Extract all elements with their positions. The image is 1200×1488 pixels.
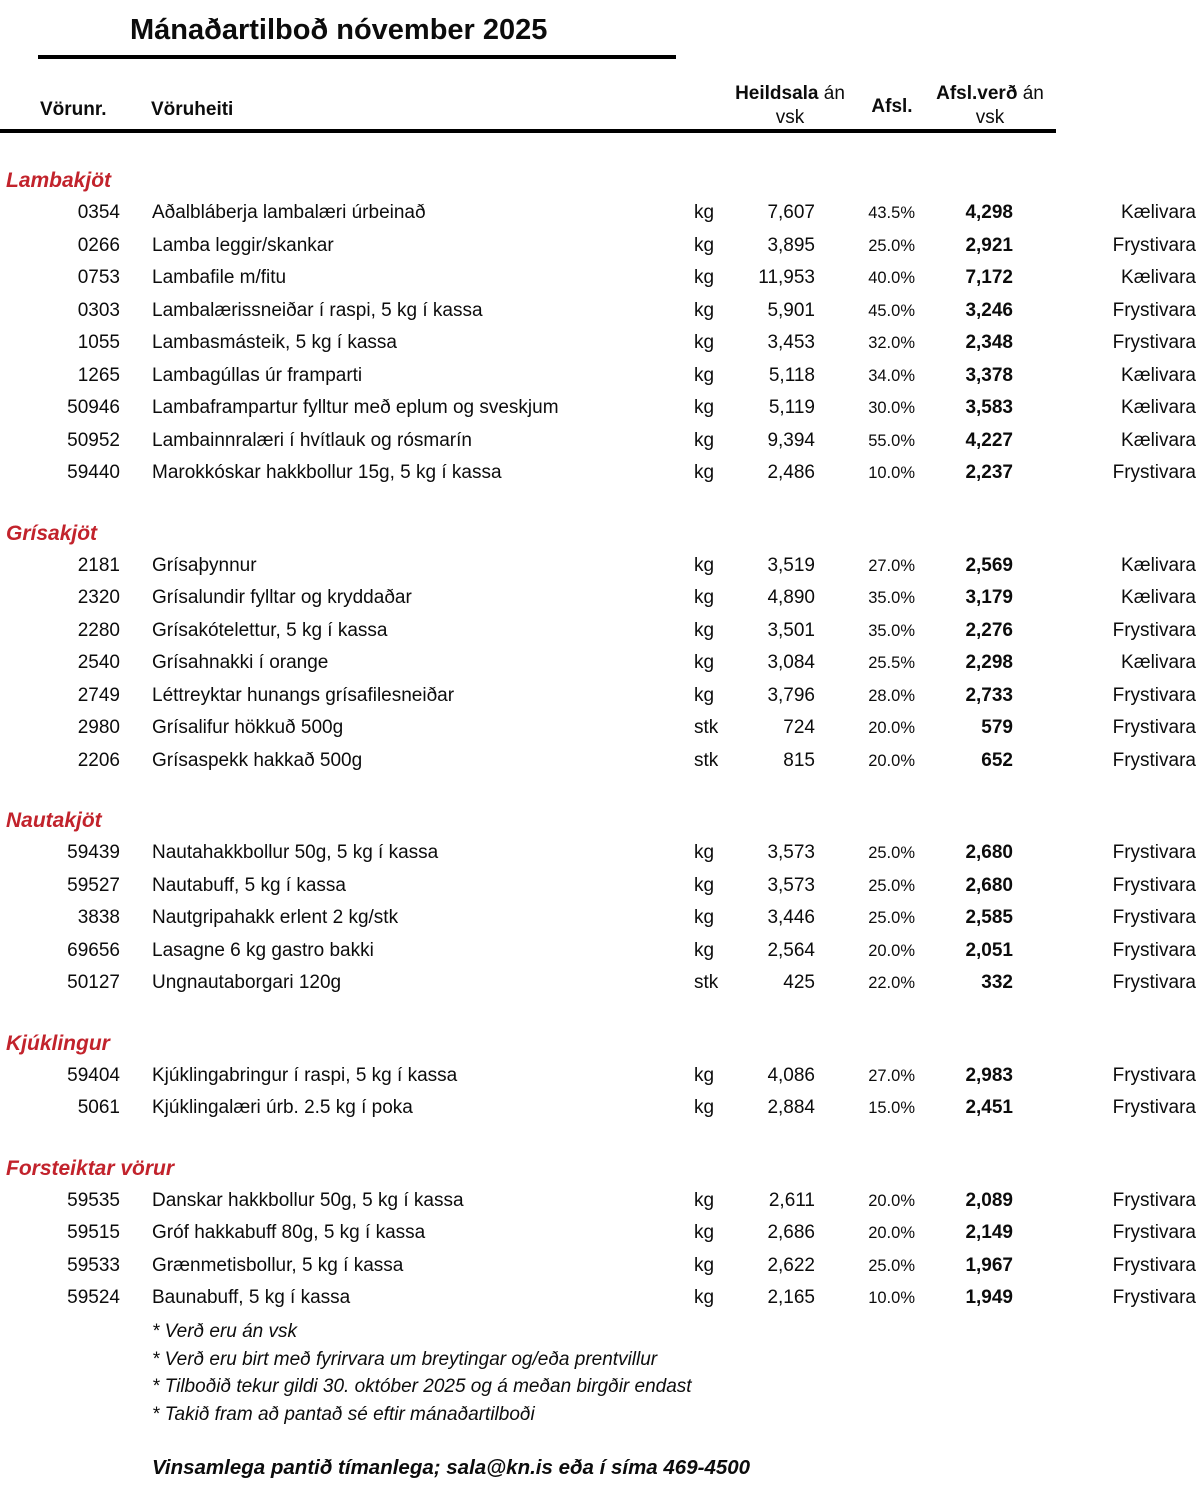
cell-vorunr: 0354 bbox=[77, 202, 120, 223]
cell-unit: kg bbox=[694, 429, 715, 451]
cell-heildsala: 2,611 bbox=[768, 1189, 815, 1211]
title-underline bbox=[38, 55, 676, 59]
cell-voruheiti: Léttreyktar hunangs grísafilesneiðar bbox=[152, 684, 455, 706]
cell-vorunr: 5061 bbox=[77, 1097, 120, 1118]
table-row bbox=[0, 1185, 1200, 1218]
table-row bbox=[0, 870, 1200, 903]
cell-tegund: Frystivara bbox=[1112, 1097, 1196, 1118]
cell-voruheiti: Grænmetisbollur, 5 kg í kassa bbox=[152, 1254, 404, 1276]
cell-afsl: 35.0% bbox=[868, 589, 915, 607]
cell-afsl: 22.0% bbox=[868, 974, 915, 992]
cell-heildsala: 3,453 bbox=[767, 332, 815, 353]
cell-voruheiti: Danskar hakkbollur 50g, 5 kg í kassa bbox=[152, 1189, 464, 1211]
table-row bbox=[0, 615, 1200, 648]
footnote-line: * Verð eru birt með fyrirvara um breytingar og/eða prentvillur bbox=[152, 1348, 658, 1370]
table-row bbox=[0, 392, 1200, 425]
cell-vorunr: 2320 bbox=[77, 587, 120, 608]
cell-afsl: 27.0% bbox=[868, 556, 915, 575]
cell-heildsala: 3,446 bbox=[767, 907, 815, 928]
cell-heildsala: 2,165 bbox=[767, 1287, 815, 1308]
cell-voruheiti: Aðalbláberja lambalæri úrbeinað bbox=[152, 202, 426, 223]
cell-heildsala: 4,890 bbox=[767, 587, 815, 608]
cell-tegund: Frystivara bbox=[1112, 1064, 1196, 1086]
cell-tegund: Kælivara bbox=[1121, 397, 1196, 418]
cell-voruheiti: Nautahakkbollur 50g, 5 kg í kassa bbox=[152, 842, 439, 863]
cell-tegund: Frystivara bbox=[1112, 332, 1196, 353]
cell-afslverd: 2,051 bbox=[965, 939, 1013, 961]
cell-afslverd: 2,348 bbox=[965, 332, 1013, 353]
cell-vorunr: 3838 bbox=[77, 907, 120, 928]
cell-afslverd: 3,179 bbox=[965, 587, 1013, 608]
cell-heildsala: 3,084 bbox=[767, 652, 815, 673]
cell-afslverd: 2,921 bbox=[965, 234, 1013, 256]
cell-afsl: 20.0% bbox=[868, 751, 915, 770]
cell-afsl: 28.0% bbox=[868, 686, 915, 705]
cell-heildsala: 2,564 bbox=[767, 939, 815, 961]
cell-afsl: 30.0% bbox=[868, 399, 915, 417]
footnote-line: * Takið fram að pantað sé eftir mánaðartilboði bbox=[152, 1403, 535, 1425]
cell-voruheiti: Lambafile m/fitu bbox=[152, 267, 287, 288]
cell-afslverd: 652 bbox=[981, 749, 1013, 771]
cell-voruheiti: Grísakótelettur, 5 kg í kassa bbox=[152, 619, 388, 641]
cell-tegund: Frystivara bbox=[1112, 939, 1196, 961]
footnote-line: * Verð eru án vsk bbox=[152, 1321, 298, 1342]
cell-vorunr: 0753 bbox=[77, 267, 120, 288]
cell-afslverd: 2,298 bbox=[965, 652, 1013, 673]
cell-unit: kg bbox=[694, 874, 715, 896]
cell-afslverd: 3,583 bbox=[965, 397, 1013, 418]
table-row bbox=[0, 1282, 1200, 1315]
cell-tegund: Frystivara bbox=[1112, 299, 1196, 321]
cell-afslverd: 2,680 bbox=[965, 874, 1013, 896]
cell-heildsala: 3,796 bbox=[767, 684, 815, 706]
cell-afslverd: 1,967 bbox=[965, 1254, 1013, 1276]
cell-vorunr: 59404 bbox=[67, 1064, 120, 1086]
cell-unit: kg bbox=[694, 364, 715, 386]
cell-voruheiti: Grísalundir fylltar og kryddaðar bbox=[152, 587, 412, 608]
cell-afslverd: 1,949 bbox=[965, 1287, 1013, 1308]
cell-afslverd: 332 bbox=[981, 972, 1013, 993]
cell-unit: stk bbox=[694, 749, 719, 771]
cell-afsl: 43.5% bbox=[868, 204, 915, 222]
cell-vorunr: 2540 bbox=[77, 652, 120, 673]
section-title: Nautakjöt bbox=[6, 809, 102, 832]
cell-unit: kg bbox=[694, 397, 715, 418]
section-title: Forsteiktar vörur bbox=[6, 1156, 175, 1180]
cell-tegund: Frystivara bbox=[1112, 619, 1196, 641]
cell-heildsala: 2,884 bbox=[767, 1097, 815, 1118]
cell-vorunr: 0266 bbox=[77, 234, 120, 256]
cell-voruheiti: Gróf hakkabuff 80g, 5 kg í kassa bbox=[152, 1222, 426, 1243]
footnotes bbox=[152, 1318, 692, 1428]
cell-afsl: 25.0% bbox=[868, 909, 915, 927]
col-header-afslverd bbox=[890, 82, 1090, 130]
cell-vorunr: 59535 bbox=[67, 1189, 120, 1211]
cell-afslverd: 2,089 bbox=[965, 1189, 1013, 1211]
cell-afslverd: 3,378 bbox=[965, 364, 1013, 386]
cell-voruheiti: Lamba leggir/skankar bbox=[152, 234, 334, 256]
cell-afslverd: 2,983 bbox=[965, 1064, 1013, 1086]
table-row bbox=[0, 1060, 1200, 1093]
cell-vorunr: 1055 bbox=[77, 332, 120, 353]
cell-tegund: Kælivara bbox=[1121, 429, 1196, 451]
cell-heildsala: 724 bbox=[783, 717, 815, 738]
cell-afsl: 34.0% bbox=[868, 366, 915, 385]
cell-heildsala: 4,086 bbox=[767, 1064, 815, 1086]
cell-unit: kg bbox=[694, 1064, 715, 1086]
cell-voruheiti: Grísalifur hökkuð 500g bbox=[152, 717, 344, 738]
cell-heildsala: 2,486 bbox=[767, 462, 815, 483]
cell-vorunr: 50127 bbox=[67, 972, 120, 993]
cell-afsl: 25.0% bbox=[868, 236, 915, 255]
table-row bbox=[0, 295, 1200, 328]
table-row bbox=[0, 457, 1200, 490]
col-header-heildsala-strong: Heildsala bbox=[735, 83, 819, 104]
cell-unit: kg bbox=[694, 332, 715, 353]
cell-tegund: Frystivara bbox=[1112, 462, 1196, 483]
table-row bbox=[0, 837, 1200, 870]
cell-afsl: 25.5% bbox=[868, 654, 915, 672]
cell-vorunr: 2206 bbox=[77, 749, 120, 771]
cell-afsl: 20.0% bbox=[868, 1224, 915, 1242]
cell-vorunr: 1265 bbox=[77, 364, 120, 386]
page-title: Mánaðartilboð nóvember 2025 bbox=[130, 14, 548, 46]
cell-unit: kg bbox=[694, 554, 715, 576]
table-row bbox=[0, 1217, 1200, 1250]
cell-afslverd: 2,733 bbox=[965, 684, 1013, 706]
cell-voruheiti: Kjúklingalæri úrb. 2.5 kg í poka bbox=[152, 1097, 413, 1118]
cell-afslverd: 3,246 bbox=[965, 299, 1013, 321]
cell-tegund: Kælivara bbox=[1121, 587, 1196, 608]
cell-vorunr: 59533 bbox=[67, 1254, 120, 1276]
section-title: Grísakjöt bbox=[6, 521, 98, 545]
cell-unit: kg bbox=[694, 842, 715, 863]
table-row bbox=[0, 425, 1200, 458]
cell-afslverd: 4,298 bbox=[965, 202, 1013, 223]
cell-unit: kg bbox=[694, 299, 715, 321]
cell-heildsala: 3,573 bbox=[767, 842, 815, 863]
cell-heildsala: 5,119 bbox=[768, 397, 815, 418]
cell-afsl: 25.0% bbox=[868, 876, 915, 895]
cell-heildsala: 3,895 bbox=[767, 234, 815, 256]
cell-tegund: Kælivara bbox=[1121, 267, 1196, 288]
cell-tegund: Frystivara bbox=[1112, 749, 1196, 771]
cell-heildsala: 7,607 bbox=[767, 202, 815, 223]
cell-tegund: Frystivara bbox=[1112, 234, 1196, 256]
table-row bbox=[0, 712, 1200, 745]
cell-afsl: 20.0% bbox=[868, 719, 915, 737]
cell-afslverd: 2,276 bbox=[965, 619, 1013, 641]
cell-unit: kg bbox=[694, 1254, 715, 1276]
cell-voruheiti: Lambalærissneiðar í raspi, 5 kg í kassa bbox=[152, 299, 483, 321]
cell-vorunr: 59515 bbox=[67, 1222, 120, 1243]
cell-afsl: 20.0% bbox=[868, 1191, 915, 1210]
table-row bbox=[0, 327, 1200, 360]
cell-afslverd: 7,172 bbox=[965, 267, 1013, 288]
col-header-afslverd-vsk: vsk bbox=[975, 107, 1005, 128]
col-header-afslverd-strong: Afsl.verð bbox=[936, 83, 1018, 104]
cell-voruheiti: Nautabuff, 5 kg í kassa bbox=[152, 874, 346, 896]
cell-heildsala: 815 bbox=[783, 749, 815, 771]
cell-voruheiti: Baunabuff, 5 kg í kassa bbox=[152, 1287, 351, 1308]
cell-unit: kg bbox=[694, 684, 715, 706]
cell-voruheiti: Grísahnakki í orange bbox=[152, 652, 329, 673]
cell-afsl: 40.0% bbox=[868, 269, 915, 287]
cell-afslverd: 2,237 bbox=[965, 462, 1013, 483]
cell-afslverd: 4,227 bbox=[965, 429, 1013, 451]
cell-unit: kg bbox=[694, 652, 715, 673]
cell-afsl: 45.0% bbox=[868, 301, 915, 320]
cell-tegund: Frystivara bbox=[1112, 842, 1196, 863]
cell-voruheiti: Lambasmásteik, 5 kg í kassa bbox=[152, 332, 397, 353]
cell-voruheiti: Grísaþynnur bbox=[152, 554, 257, 576]
cell-vorunr: 59524 bbox=[67, 1287, 120, 1308]
cell-afsl: 35.0% bbox=[868, 621, 915, 640]
cell-afslverd: 2,585 bbox=[965, 907, 1013, 928]
cell-vorunr: 59527 bbox=[67, 874, 120, 896]
cell-afslverd: 2,569 bbox=[965, 554, 1013, 576]
cell-vorunr: 50952 bbox=[67, 429, 120, 451]
table-row bbox=[0, 1092, 1200, 1125]
cell-vorunr: 50946 bbox=[67, 397, 120, 418]
cell-unit: kg bbox=[694, 1287, 715, 1308]
table-body bbox=[0, 164, 1200, 1315]
cell-heildsala: 3,573 bbox=[767, 874, 815, 896]
cell-tegund: Kælivara bbox=[1121, 652, 1196, 673]
cell-vorunr: 59440 bbox=[67, 462, 120, 483]
table-row bbox=[0, 582, 1200, 615]
cell-unit: kg bbox=[694, 619, 715, 641]
cell-afsl: 25.0% bbox=[868, 844, 915, 862]
cell-tegund: Frystivara bbox=[1112, 684, 1196, 706]
cell-afsl: 20.0% bbox=[868, 941, 915, 960]
cell-unit: stk bbox=[694, 717, 719, 738]
cell-tegund: Frystivara bbox=[1112, 907, 1196, 928]
cell-heildsala: 3,501 bbox=[767, 619, 815, 641]
table-row bbox=[0, 230, 1200, 263]
cell-heildsala: 425 bbox=[783, 972, 815, 993]
cell-vorunr: 59439 bbox=[67, 842, 120, 863]
cell-voruheiti: Marokkóskar hakkbollur 15g, 5 kg í kassa bbox=[152, 462, 502, 483]
cell-tegund: Frystivara bbox=[1112, 1189, 1196, 1211]
cell-unit: kg bbox=[694, 202, 715, 223]
cell-voruheiti: Lambainnralæri í hvítlauk og rósmarín bbox=[152, 429, 472, 451]
header-rule bbox=[0, 129, 1056, 134]
col-header-afsl: Afsl. bbox=[871, 96, 913, 117]
col-header-vorunr: Vörunr. bbox=[40, 99, 107, 120]
col-header-afslverd-tail: án bbox=[1017, 83, 1044, 104]
col-header-heildsala-tail: án bbox=[818, 83, 845, 104]
cell-tegund: Frystivara bbox=[1112, 1222, 1196, 1243]
cell-afsl: 27.0% bbox=[868, 1066, 915, 1085]
table-row bbox=[0, 197, 1200, 230]
section-title: Kjúklingur bbox=[6, 1031, 110, 1055]
table-row bbox=[0, 647, 1200, 680]
cell-afslverd: 2,451 bbox=[965, 1097, 1013, 1118]
cell-afsl: 10.0% bbox=[868, 464, 915, 482]
table-row bbox=[0, 902, 1200, 935]
cell-afsl: 15.0% bbox=[868, 1099, 915, 1117]
section-title: Lambakjöt bbox=[6, 169, 112, 192]
cell-afslverd: 2,149 bbox=[965, 1222, 1013, 1243]
cell-tegund: Frystivara bbox=[1112, 874, 1196, 896]
col-header-heildsala-vsk: vsk bbox=[775, 107, 805, 128]
cell-unit: kg bbox=[694, 234, 715, 256]
cell-unit: kg bbox=[694, 1222, 715, 1243]
table-row bbox=[0, 680, 1200, 713]
table-row bbox=[0, 262, 1200, 295]
cell-voruheiti: Nautgripahakk erlent 2 kg/stk bbox=[152, 907, 399, 928]
cell-voruheiti: Lambagúllas úr framparti bbox=[152, 364, 363, 386]
table-row bbox=[0, 550, 1200, 583]
cell-voruheiti: Lasagne 6 kg gastro bakki bbox=[152, 939, 374, 961]
cell-heildsala: 2,622 bbox=[767, 1254, 815, 1276]
table-row bbox=[0, 967, 1200, 1000]
cell-afsl: 32.0% bbox=[868, 334, 915, 352]
cell-heildsala: 11,953 bbox=[758, 267, 815, 288]
cell-vorunr: 2749 bbox=[77, 684, 120, 706]
col-header-voruheiti: Vöruheiti bbox=[151, 99, 234, 120]
cell-voruheiti: Kjúklingabringur í raspi, 5 kg í kassa bbox=[152, 1064, 458, 1086]
cell-heildsala: 5,118 bbox=[768, 364, 815, 386]
cell-afsl: 55.0% bbox=[868, 431, 915, 450]
cell-vorunr: 2980 bbox=[77, 717, 120, 738]
cell-tegund: Frystivara bbox=[1112, 717, 1196, 738]
cell-unit: stk bbox=[694, 972, 719, 993]
cell-afslverd: 2,680 bbox=[965, 842, 1013, 863]
cell-tegund: Kælivara bbox=[1121, 202, 1196, 223]
cell-unit: kg bbox=[694, 907, 715, 928]
cell-voruheiti: Ungnautaborgari 120g bbox=[152, 972, 342, 993]
cell-vorunr: 69656 bbox=[67, 939, 120, 961]
footnote-line: * Tilboðið tekur gildi 30. október 2025 og á meðan birgðir endast bbox=[152, 1376, 692, 1397]
cell-heildsala: 5,901 bbox=[767, 299, 815, 321]
cell-afslverd: 579 bbox=[981, 717, 1013, 738]
footer-contact: Vinsamlega pantið tímanlega; sala@kn.is eða í síma 469-4500 bbox=[152, 1456, 751, 1479]
cell-vorunr: 0303 bbox=[77, 299, 120, 321]
cell-tegund: Kælivara bbox=[1121, 364, 1196, 386]
cell-tegund: Frystivara bbox=[1112, 972, 1196, 993]
cell-vorunr: 2280 bbox=[77, 619, 120, 641]
cell-tegund: Frystivara bbox=[1112, 1254, 1196, 1276]
cell-afsl: 10.0% bbox=[868, 1289, 915, 1307]
cell-heildsala: 9,394 bbox=[767, 429, 815, 451]
table-row bbox=[0, 360, 1200, 393]
cell-tegund: Kælivara bbox=[1121, 554, 1196, 576]
cell-unit: kg bbox=[694, 1189, 715, 1211]
cell-unit: kg bbox=[694, 267, 715, 288]
table-row bbox=[0, 1250, 1200, 1283]
cell-unit: kg bbox=[694, 1097, 715, 1118]
cell-heildsala: 2,686 bbox=[767, 1222, 815, 1243]
cell-voruheiti: Lambaframpartur fylltur með eplum og sveskjum bbox=[152, 397, 559, 418]
table-row bbox=[0, 745, 1200, 778]
cell-tegund: Frystivara bbox=[1112, 1287, 1196, 1308]
cell-unit: kg bbox=[694, 939, 715, 961]
cell-heildsala: 3,519 bbox=[767, 554, 815, 576]
cell-unit: kg bbox=[694, 462, 715, 483]
cell-vorunr: 2181 bbox=[77, 554, 120, 576]
cell-unit: kg bbox=[694, 587, 715, 608]
table-row bbox=[0, 935, 1200, 968]
cell-afsl: 25.0% bbox=[868, 1256, 915, 1275]
cell-voruheiti: Grísaspekk hakkað 500g bbox=[152, 749, 363, 771]
